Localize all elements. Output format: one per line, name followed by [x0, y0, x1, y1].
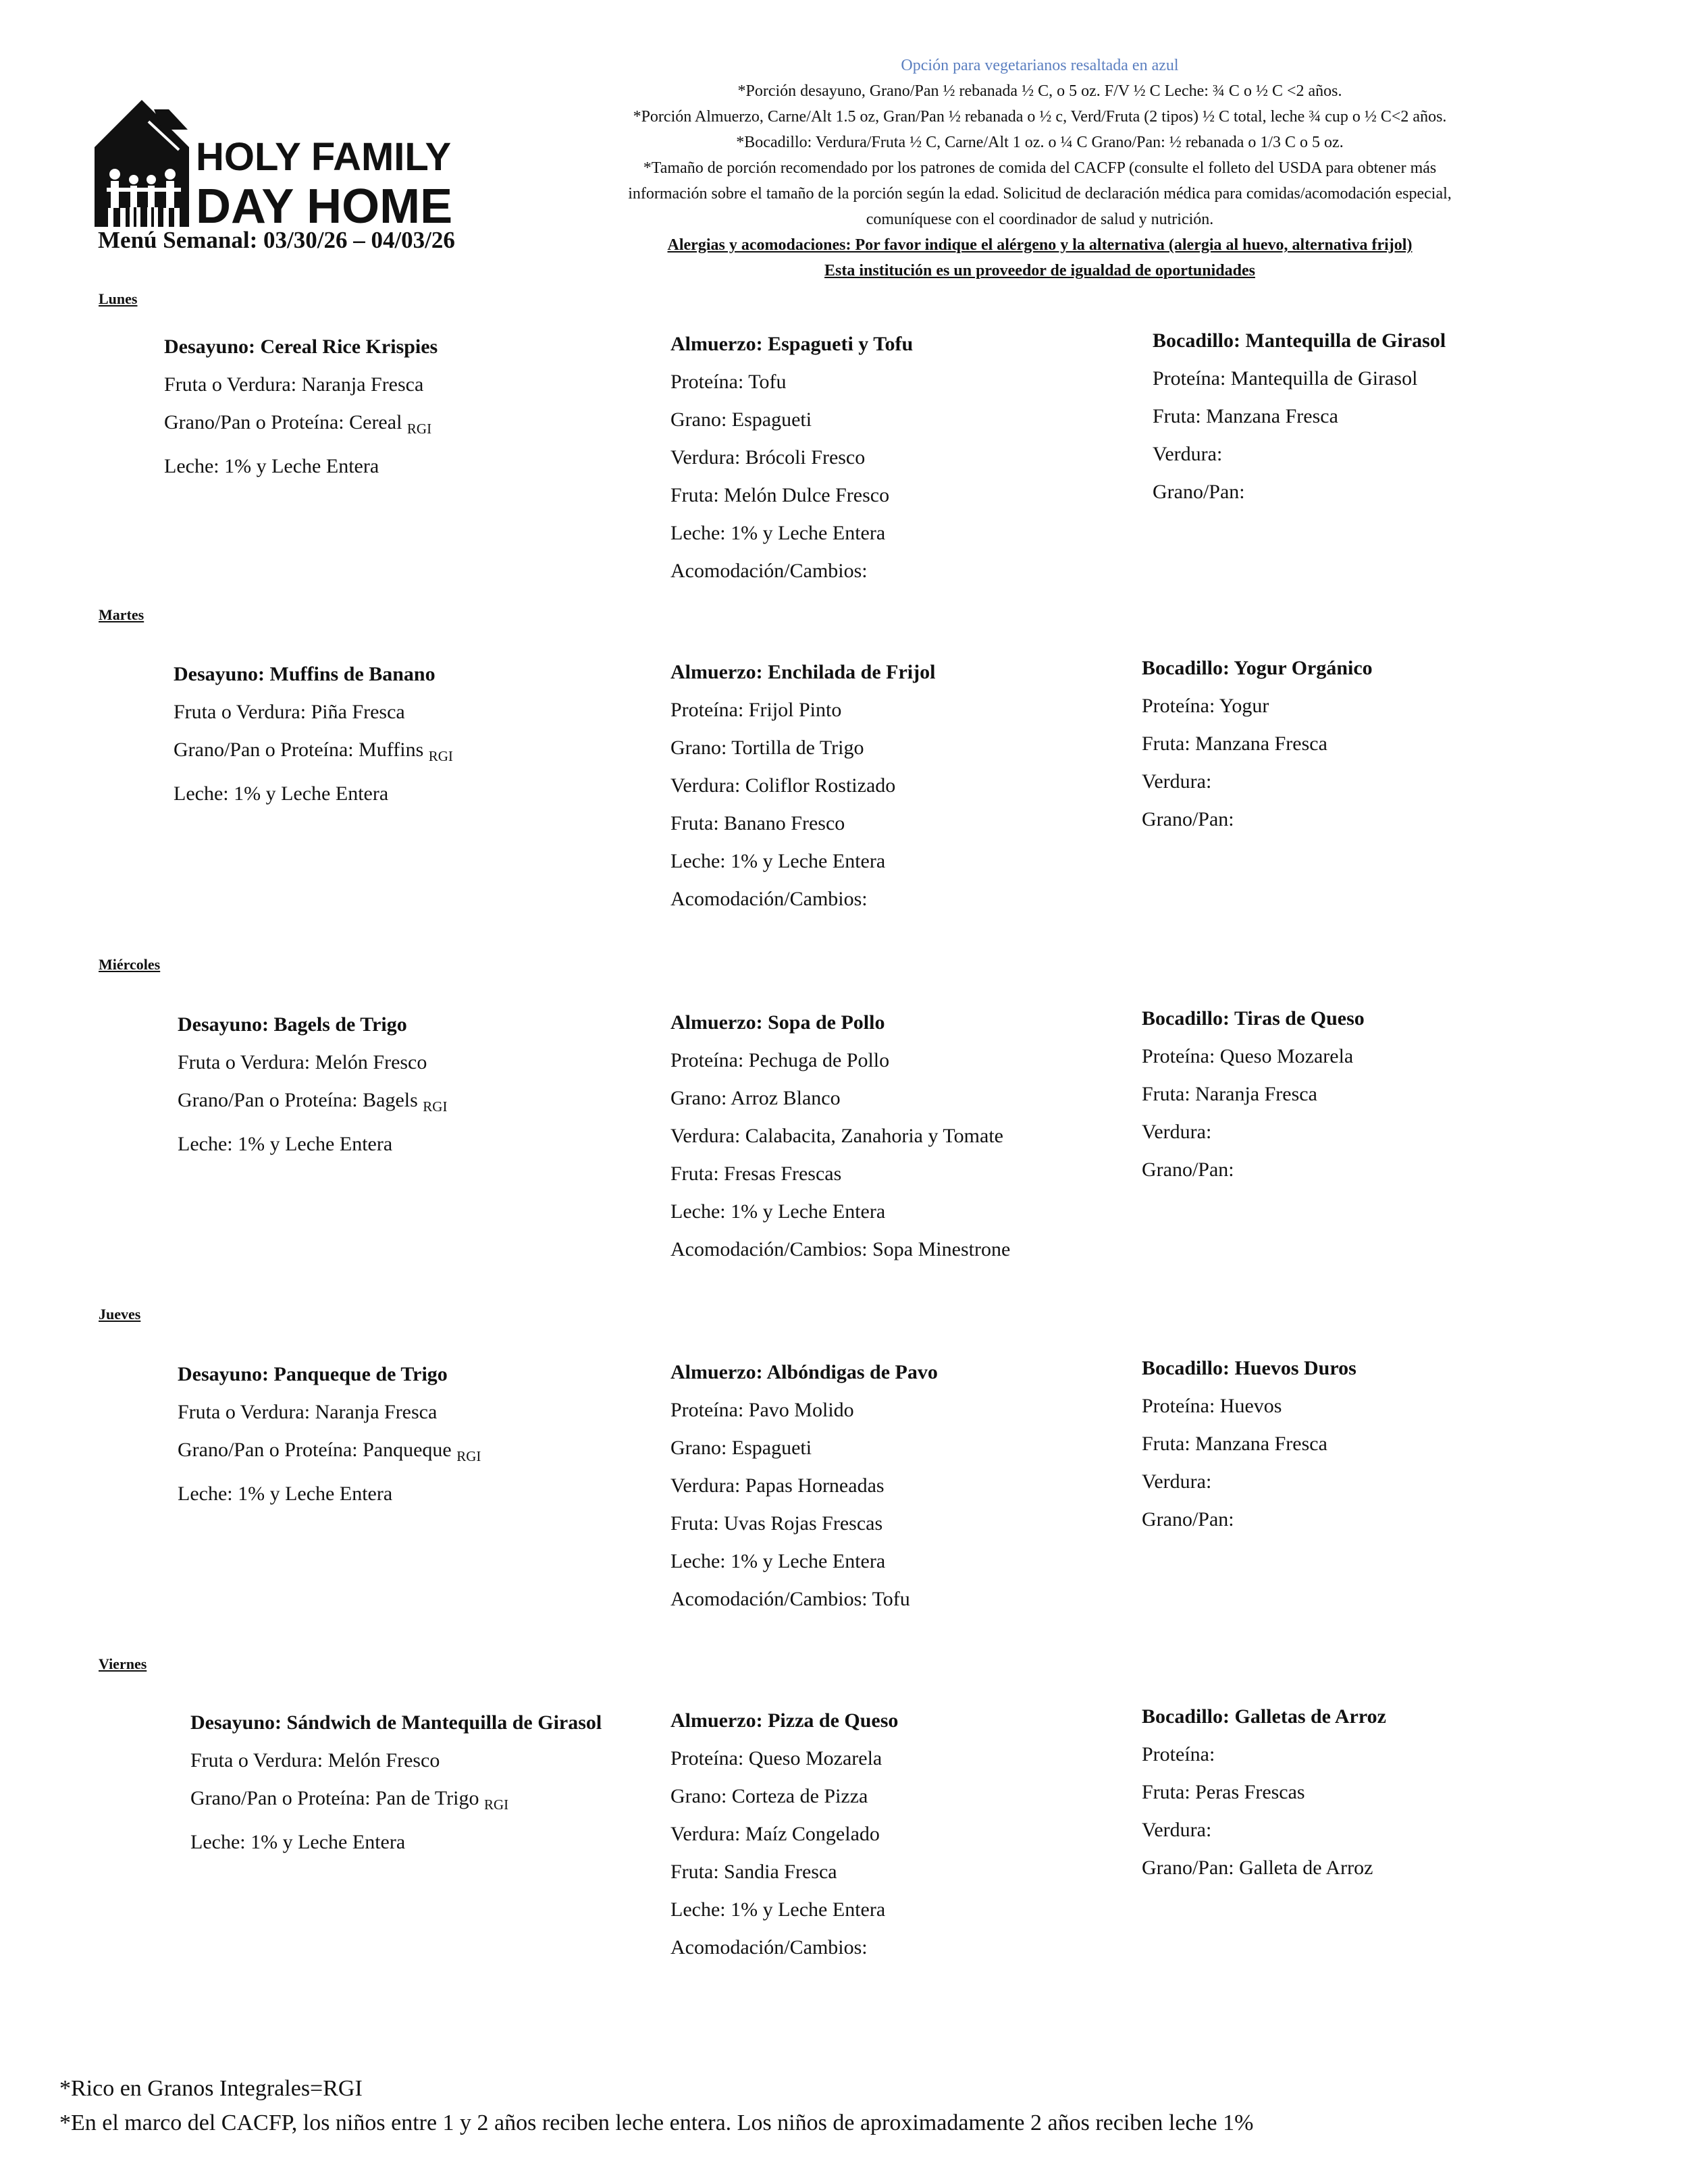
rgi-tag: RGI: [428, 748, 453, 764]
lunch-milk: Leche: 1% y Leche Entera: [670, 850, 886, 872]
snack-veg: Verdura:: [1142, 1121, 1212, 1143]
breakfast-milk: Leche: 1% y Leche Entera: [164, 455, 379, 477]
snack-protein: Proteína: Mantequilla de Girasol: [1153, 367, 1418, 390]
day-label: Miércoles: [99, 956, 161, 973]
lunch-block: [670, 325, 913, 590]
lunch-fruit: Fruta: Uvas Rojas Frescas: [670, 1512, 883, 1535]
day-label: Jueves: [99, 1306, 141, 1323]
week-title: Menú Semanal: 03/30/26 – 04/03/26: [98, 227, 455, 253]
lunch-title: Almuerzo: Albóndigas de Pavo: [670, 1361, 938, 1383]
breakfast-grain: Grano/Pan o Proteína: Pan de Trigo $_{RGI}$: [190, 1787, 509, 1813]
snack-portion-note: *Bocadillo: Verdura/Fruta ½ C, Carne/Alt 1 oz. o ¼ C Grano/Pan: ½ rebanada o 1/3 C o 5 oz.: [736, 134, 1344, 151]
header-notes: [533, 53, 1546, 284]
logo-line-1: HOLY FAMILY: [196, 135, 452, 179]
breakfast-title: Desayuno: Muffins de Banano: [174, 663, 436, 685]
snack-fruit: Fruta: Manzana Fresca: [1142, 733, 1327, 755]
day-label: Viernes: [99, 1655, 147, 1672]
breakfast-grain: Grano/Pan o Proteína: Muffins $_{RGI}$: [174, 739, 453, 764]
milk-note: *En el marco del CACFP, los niños entre 1 y 2 años reciben leche entera. Los niños de aproximadamente 2 años reciben leche 1%: [59, 2110, 1254, 2135]
breakfast-block: [190, 1704, 602, 1861]
breakfast-portion-note: *Porción desayuno, Grano/Pan ½ rebanada ½ C, o 5 oz. F/V ½ C Leche: ¾ C o ½ C <2 años.: [737, 82, 1342, 100]
lunch-veg: Verdura: Coliflor Rostizado: [670, 774, 896, 797]
snack-grain: Grano/Pan:: [1153, 481, 1245, 503]
snack-fruit: Fruta: Naranja Fresca: [1142, 1083, 1317, 1105]
lunch-fruit: Fruta: Banano Fresco: [670, 812, 845, 834]
footer-notes: [59, 2071, 1253, 2140]
breakfast-milk: Leche: 1% y Leche Entera: [178, 1133, 393, 1155]
breakfast-fruit: Fruta o Verdura: Naranja Fresca: [164, 373, 424, 396]
snack-protein: Proteína: Yogur: [1142, 695, 1269, 717]
lunch-grain: Grano: Espagueti: [670, 408, 812, 431]
snack-protein: Proteína: Queso Mozarela: [1142, 1045, 1354, 1067]
breakfast-grain: Grano/Pan o Proteína: Bagels $_{RGI}$: [178, 1089, 448, 1115]
snack-protein: Proteína: Huevos: [1142, 1395, 1282, 1417]
breakfast-fruit: Fruta o Verdura: Melón Fresco: [190, 1749, 440, 1772]
lunch-accommodation: Acomodación/Cambios:: [670, 560, 868, 582]
lunch-veg: Verdura: Calabacita, Zanahoria y Tomate: [670, 1125, 1003, 1147]
snack-veg: Verdura:: [1142, 1470, 1212, 1493]
breakfast-milk: Leche: 1% y Leche Entera: [190, 1831, 406, 1853]
lunch-accommodation: Acomodación/Cambios:: [670, 888, 868, 910]
lunch-fruit: Fruta: Fresas Frescas: [670, 1163, 842, 1185]
snack-title: Bocadillo: Galletas de Arroz: [1142, 1705, 1386, 1728]
lunch-milk: Leche: 1% y Leche Entera: [670, 522, 886, 544]
allergy-note: Alergias y acomodaciones: Por favor indique el alérgeno y la alternativa (alergia al huevo, alternativa frijol): [667, 236, 1413, 254]
breakfast-title: Desayuno: Sándwich de Mantequilla de Girasol: [190, 1711, 602, 1734]
snack-title: Bocadillo: Mantequilla de Girasol: [1153, 329, 1446, 352]
lunch-title: Almuerzo: Pizza de Queso: [670, 1709, 899, 1732]
breakfast-title: Desayuno: Bagels de Trigo: [178, 1013, 407, 1036]
portion-size-note: *Tamaño de porción recomendado por los patrones de comida del CACFP (consulte el folleto del USDA para obtener más: [643, 159, 1437, 177]
rgi-tag: RGI: [423, 1098, 448, 1115]
snack-veg: Verdura:: [1142, 1819, 1212, 1841]
rgi-definition: *Rico en Granos Integrales=RGI: [59, 2076, 363, 2101]
snack-block: [1142, 649, 1373, 838]
snack-title: Bocadillo: Tiras de Queso: [1142, 1007, 1365, 1030]
breakfast-block: [178, 1006, 447, 1163]
lunch-block: [670, 1004, 1010, 1269]
breakfast-block: [174, 656, 453, 813]
logo-line-2: DAY HOME: [196, 180, 453, 230]
snack-grain: Grano/Pan:: [1142, 1508, 1234, 1530]
snack-title: Bocadillo: Huevos Duros: [1142, 1357, 1356, 1379]
rgi-tag: RGI: [406, 421, 432, 437]
snack-protein: Proteína:: [1142, 1743, 1215, 1765]
lunch-title: Almuerzo: Sopa de Pollo: [670, 1011, 885, 1034]
lunch-fruit: Fruta: Melón Dulce Fresco: [670, 484, 890, 506]
portion-size-note-2: información sobre el tamaño de la porción según la edad. Solicitud de declaración médica para comidas/acomodación especial,: [628, 185, 1452, 203]
snack-veg: Verdura:: [1153, 443, 1223, 465]
lunch-protein: Proteína: Frijol Pinto: [670, 699, 842, 721]
breakfast-block: [178, 1356, 481, 1513]
lunch-protein: Proteína: Tofu: [670, 371, 787, 393]
snack-title: Bocadillo: Yogur Orgánico: [1142, 657, 1373, 679]
lunch-veg: Verdura: Papas Horneadas: [670, 1474, 885, 1497]
lunch-fruit: Fruta: Sandia Fresca: [670, 1861, 837, 1883]
lunch-accommodation: Acomodación/Cambios:: [670, 1936, 868, 1959]
lunch-grain: Grano: Espagueti: [670, 1437, 812, 1459]
day-label: Lunes: [99, 290, 138, 307]
snack-grain: Grano/Pan:: [1142, 1158, 1234, 1181]
lunch-grain: Grano: Tortilla de Trigo: [670, 737, 864, 759]
rgi-tag: RGI: [456, 1448, 481, 1464]
breakfast-block: [164, 328, 438, 485]
breakfast-title: Desayuno: Cereal Rice Krispies: [164, 336, 438, 358]
lunch-block: [670, 1354, 938, 1618]
snack-block: [1142, 1350, 1356, 1539]
day-label: Martes: [99, 606, 144, 623]
snack-fruit: Fruta: Manzana Fresca: [1142, 1433, 1327, 1455]
lunch-title: Almuerzo: Enchilada de Frijol: [670, 661, 936, 683]
breakfast-title: Desayuno: Panqueque de Trigo: [178, 1363, 448, 1385]
breakfast-grain: Grano/Pan o Proteína: Cereal $_{RGI}$: [164, 411, 432, 437]
breakfast-grain: Grano/Pan o Proteína: Panqueque $_{RGI}$: [178, 1439, 481, 1464]
breakfast-fruit: Fruta o Verdura: Piña Fresca: [174, 701, 405, 723]
breakfast-fruit: Fruta o Verdura: Melón Fresco: [178, 1051, 427, 1073]
portion-size-note-3: comuníquese con el coordinador de salud y nutrición.: [866, 211, 1214, 228]
snack-grain: Grano/Pan:: [1142, 808, 1234, 830]
lunch-accommodation: Acomodación/Cambios: Tofu: [670, 1588, 910, 1610]
lunch-milk: Leche: 1% y Leche Entera: [670, 1200, 886, 1223]
lunch-milk: Leche: 1% y Leche Entera: [670, 1898, 886, 1921]
snack-block: [1142, 1000, 1365, 1189]
lunch-accommodation: Acomodación/Cambios: Sopa Minestrone: [670, 1238, 1011, 1260]
breakfast-milk: Leche: 1% y Leche Entera: [174, 782, 389, 805]
lunch-title: Almuerzo: Espagueti y Tofu: [670, 333, 914, 355]
snack-veg: Verdura:: [1142, 770, 1212, 793]
breakfast-fruit: Fruta o Verdura: Naranja Fresca: [178, 1401, 438, 1423]
house-family-icon: [95, 95, 459, 230]
lunch-protein: Proteína: Pechuga de Pollo: [670, 1049, 890, 1071]
lunch-protein: Proteína: Queso Mozarela: [670, 1747, 882, 1769]
equal-opportunity-note: Esta institución es un proveedor de igualdad de oportunidades: [824, 262, 1255, 279]
breakfast-milk: Leche: 1% y Leche Entera: [178, 1483, 393, 1505]
lunch-grain: Grano: Arroz Blanco: [670, 1087, 841, 1109]
snack-fruit: Fruta: Peras Frescas: [1142, 1781, 1305, 1803]
lunch-veg: Verdura: Maíz Congelado: [670, 1823, 880, 1845]
snack-grain: Grano/Pan: Galleta de Arroz: [1142, 1857, 1373, 1879]
lunch-veg: Verdura: Brócoli Fresco: [670, 446, 866, 469]
snack-block: [1142, 1698, 1386, 1887]
rgi-tag: RGI: [484, 1796, 509, 1813]
lunch-block: [670, 1702, 898, 1967]
vegetarian-note: Opción para vegetarianos resaltada en azul: [901, 57, 1179, 74]
snack-block: [1153, 322, 1446, 511]
logo: [95, 95, 459, 230]
lunch-protein: Proteína: Pavo Molido: [670, 1399, 854, 1421]
lunch-grain: Grano: Corteza de Pizza: [670, 1785, 868, 1807]
lunch-portion-note: *Porción Almuerzo, Carne/Alt 1.5 oz, Gran/Pan ½ rebanada o ½ c, Verd/Fruta (2 tipos) ½ C total, leche ¾ cup o ½ C<2 años.: [633, 108, 1447, 126]
lunch-block: [670, 654, 935, 918]
snack-fruit: Fruta: Manzana Fresca: [1153, 405, 1338, 427]
lunch-milk: Leche: 1% y Leche Entera: [670, 1550, 886, 1572]
